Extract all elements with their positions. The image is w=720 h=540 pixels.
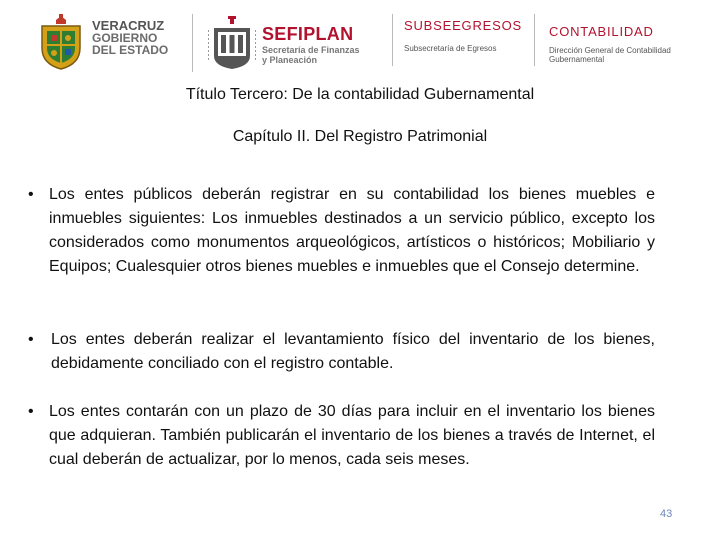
header-divider (534, 14, 535, 66)
sefiplan-subtitle (262, 45, 360, 65)
sefiplan-sub-line2: y Planeación (262, 55, 318, 65)
chapter-heading: Capítulo II. Del Registro Patrimonial (232, 128, 488, 145)
contabilidad-title: CONTABILIDAD (549, 24, 654, 39)
veracruz-wordmark (92, 20, 168, 56)
header-divider (192, 14, 193, 72)
contabilidad-sub-line1: Dirección General de Contabilidad (549, 46, 671, 55)
veracruz-line3: DEL ESTADO (92, 43, 169, 57)
header-banner (0, 0, 720, 80)
bullet-item (28, 400, 655, 472)
sefiplan-sub-line1: Secretaría de Finanzas (262, 45, 360, 55)
veracruz-line1: VERACRUZ (92, 18, 165, 33)
bullet-text: Los entes públicos deberán registrar en su contabilidad los bienes muebles e inmuebles siguientes: Los inmuebles destinados a un servicio público, excepto los considerados como monumentos arqueológicos, artísticos o históricos; Mobiliario y Equipos; Cualesquier otros bienes muebles e inmuebles que el Consejo determine. (49, 186, 655, 275)
document-title: Título Tercero: De la contabilidad Gubernamental (185, 86, 535, 103)
sefiplan-title: SEFIPLAN (262, 24, 354, 44)
bullet-item (28, 328, 655, 376)
sefiplan-building-logo (208, 16, 256, 70)
bullet-text: Los entes contarán con un plazo de 30 días para incluir en el inventario los bienes que adquieran. También publicarán el inventario de los bienes a través de Internet, el cual deberán de actualizar, por lo menos, cada seis meses. (49, 403, 655, 468)
page-number: 43 (660, 508, 673, 520)
bullet-icon: • (28, 186, 34, 203)
veracruz-line2: GOBIERNO (92, 31, 158, 45)
bullet-icon: • (28, 403, 34, 420)
bullet-text: Los entes deberán realizar el levantamiento físico del inventario de los bienes, debidamente conciliado con el registro contable. (51, 331, 655, 372)
bullet-icon: • (28, 331, 34, 348)
header-divider (392, 14, 393, 66)
bullet-item (28, 183, 655, 279)
subsegresos-subtitle: Subsecretaría de Egresos (404, 44, 497, 53)
contabilidad-subtitle (549, 46, 699, 64)
contabilidad-sub-line2: Gubernamental (549, 55, 605, 64)
veracruz-coat-of-arms-logo (36, 14, 86, 70)
subsegresos-title: SUBSEEGRESOS (404, 18, 522, 33)
